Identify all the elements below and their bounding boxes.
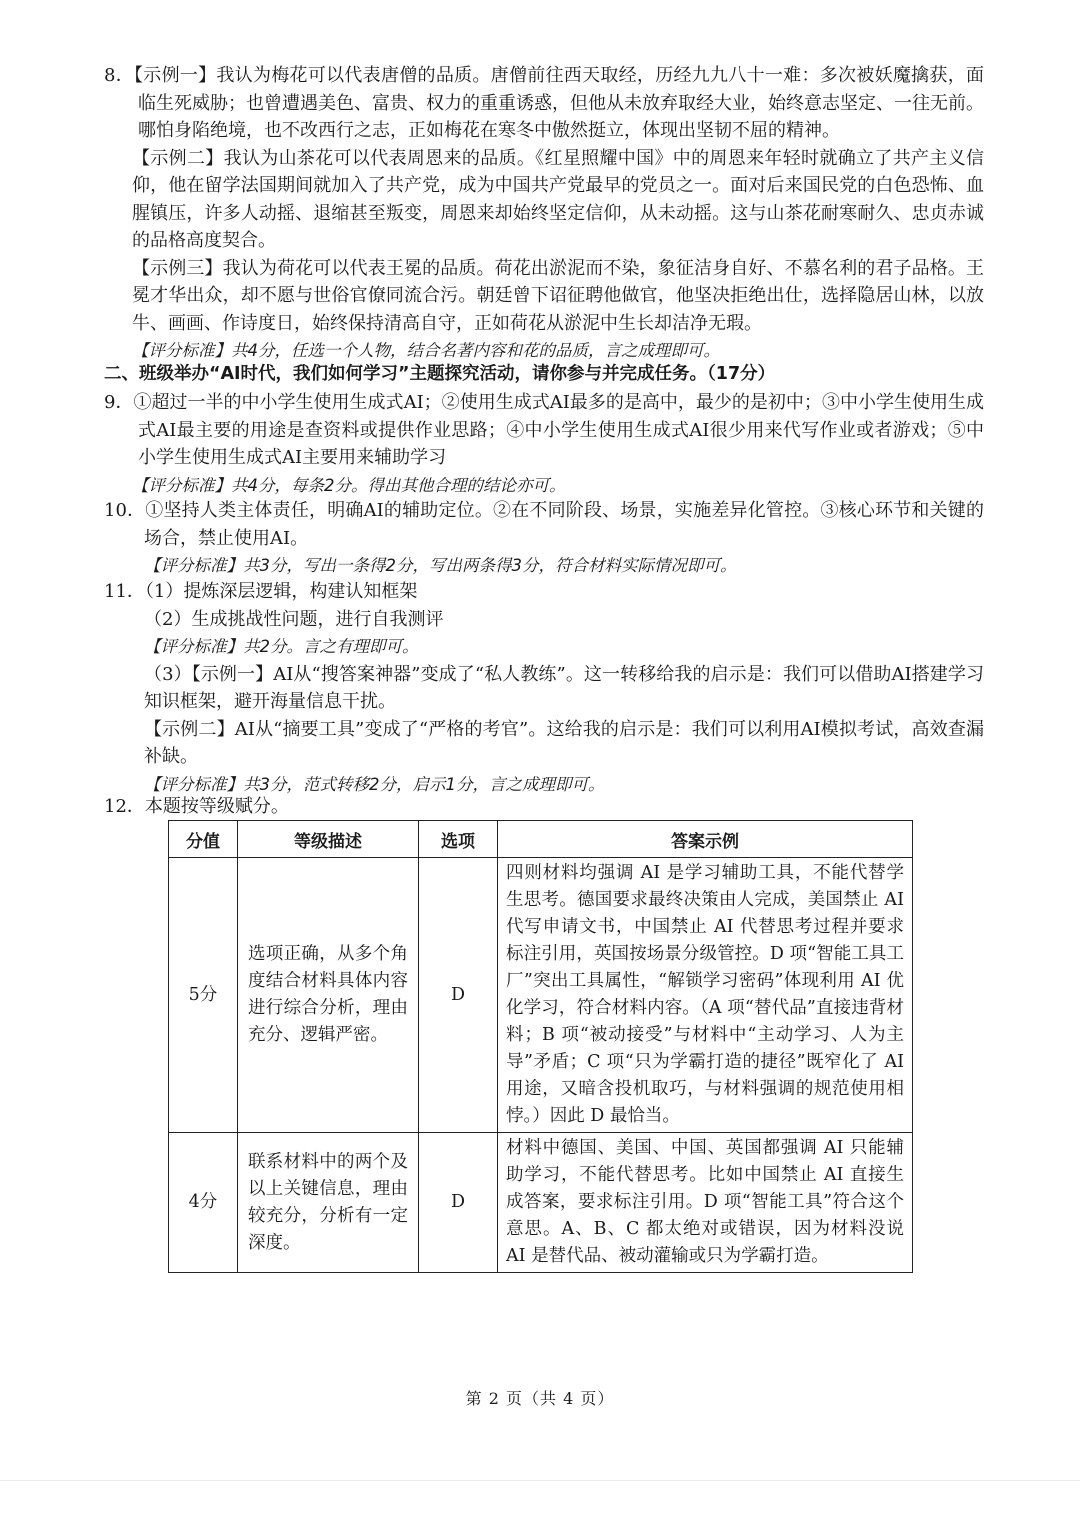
q11-part-1: 11．（1）提炼深层逻辑，构建认知框架 [104,581,418,602]
header-answer-example: 答案示例 [498,821,913,858]
page-bottom-divider [0,1480,1080,1481]
q11-part-3-example-1: （3）【示例一】AI从“搜答案神器”变成了“私人教练”。这一转移给我的启示是：我们可以借助AI搭建学习知识框架，避开海量信息干扰。 [144,663,984,712]
q11-scoring-criteria-1: 【评分标准】共2分。言之有理即可。 [144,637,419,656]
q9-block [104,389,984,499]
table-row [169,858,913,1133]
q9-scoring-criteria: 【评分标准】共4分，每条2分。得出其他合理的结论亦可。 [132,475,566,495]
q8-example-1: 8．【示例一】我认为梅花可以代表唐僧的品质。唐僧前往西天取经，历经九九八十一难：多次被妖魔擒获，面临生死威胁；也曾遭遇美色、富贵、权力的重重诱惑，但他从未放弃取经大业，始终意志坚定、一往无前。哪怕身陷绝境，也不改西行之志，正如梅花在寒冬中傲然挺立，体现出坚韧不屈的精神。 [104,65,984,141]
q8-scoring-criteria: 【评分标准】共4分，任选一个人物，结合名著内容和花的品质，言之成理即可。 [132,341,720,360]
q10-scoring-criteria: 【评分标准】共3分，写出一条得2分，写出两条得3分，符合材料实际情况即可。 [144,556,737,575]
row-description: 联系材料中的两个及以上关键信息，理由较充分，分析有一定深度。 [238,1133,419,1273]
q10-block [104,497,984,580]
row-answer: 四则材料均强调 AI 是学习辅助工具，不能代替学生思考。德国要求最终决策由人完成，美国禁止 AI 代写申请文书，中国禁止 AI 代替思考过程并要求标注引用，英国按场景分级管控。D 项“智能工具工厂”突出工具属性，“解锁学习密码”体现利用 AI 优化学习，符合材料内容。（A 项“替代品”直接违背材料；B 项“被动接受”与材料中“主动学习、人为主导”矛盾；C 项“只为学霸打造的捷径”既窄化了 AI 用途，又暗含投机取巧，与材料强调的规范使用相悖。）因此 D 最恰当。 [498,858,913,1133]
row-option: D [419,1133,498,1273]
row-option: D [419,858,498,1133]
q11-part-2: （2）生成挑战性问题，进行自我测评 [144,608,444,630]
q12-intro: 12．本题按等级赋分。 [104,796,289,817]
q8-block [104,62,984,365]
q11-part-3-example-2: 【示例二】AI从“摘要工具”变成了“严格的考官”。这给我的启示是：我们可以利用AI模拟考试，高效查漏补缺。 [144,718,984,767]
header-level-description: 等级描述 [238,821,419,858]
table-row [169,1133,913,1273]
q11-block [104,578,984,798]
header-score: 分值 [169,821,238,858]
q8-example-2: 【示例二】我认为山茶花可以代表周恩来的品质。《红星照耀中国》中的周恩来年轻时就确立了共产主义信仰，他在留学法国期间就加入了共产党，成为中国共产党最早的党员之一。面对后来国民党的白色恐怖、血腥镇压，许多人动摇、退缩甚至叛变，周恩来却始终坚定信仰，从未动摇。这与山茶花耐寒耐久、忠贞赤诚的品格高度契合。 [132,147,984,251]
page-number-footer: 第 2 页（共 4 页） [465,1389,615,1408]
table-header-row [169,821,913,858]
row-answer: 材料中德国、美国、中国、英国都强调 AI 只能辅助学习，不能代替思考。比如中国禁止 AI 直接生成答案，要求标注引用。D 项“智能工具”符合这个意思。A、B、C 都太绝对或错误，因为材料没说 AI 是替代品、被动灌输或只为学霸打造。 [498,1133,913,1273]
row-score: 4分 [169,1133,238,1273]
section-2-title: 二、班级举办“AI时代，我们如何学习”主题探究活动，请你参与并完成任务。（17分） [104,364,776,384]
grading-table [168,820,913,1273]
header-option: 选项 [419,821,498,858]
q10-answer: 10．①坚持人类主体责任，明确AI的辅助定位。②在不同阶段、场景，实施差异化管控。③核心环节和关键的场合，禁止使用AI。 [104,500,984,549]
q9-answer: 9．①超过一半的中小学生使用生成式AI；②使用生成式AI最多的是高中，最少的是初中；③中小学生使用生成式AI最主要的用途是查资料或提供作业思路；④中小学生使用生成式AI很少用来代写作业或者游戏；⑤中小学生使用生成式AI主要用来辅助学习 [104,392,984,468]
row-score: 5分 [169,858,238,1133]
q11-scoring-criteria-2: 【评分标准】共3分，范式转移2分，启示1分，言之成理即可。 [144,774,605,794]
row-description: 选项正确，从多个角度结合材料具体内容进行综合分析，理由充分、逻辑严密。 [238,858,419,1133]
q8-example-3: 【示例三】我认为荷花可以代表王冕的品质。荷花出淤泥而不染，象征洁身自好、不慕名利的君子品格。王冕才华出众，却不愿与世俗官僚同流合污。朝廷曾下诏征聘他做官，他坚决拒绝出仕，选择隐居山林，以放牛、画画、作诗度日，始终保持清高自守，正如荷花从淤泥中生长却洁净无瑕。 [132,257,984,334]
